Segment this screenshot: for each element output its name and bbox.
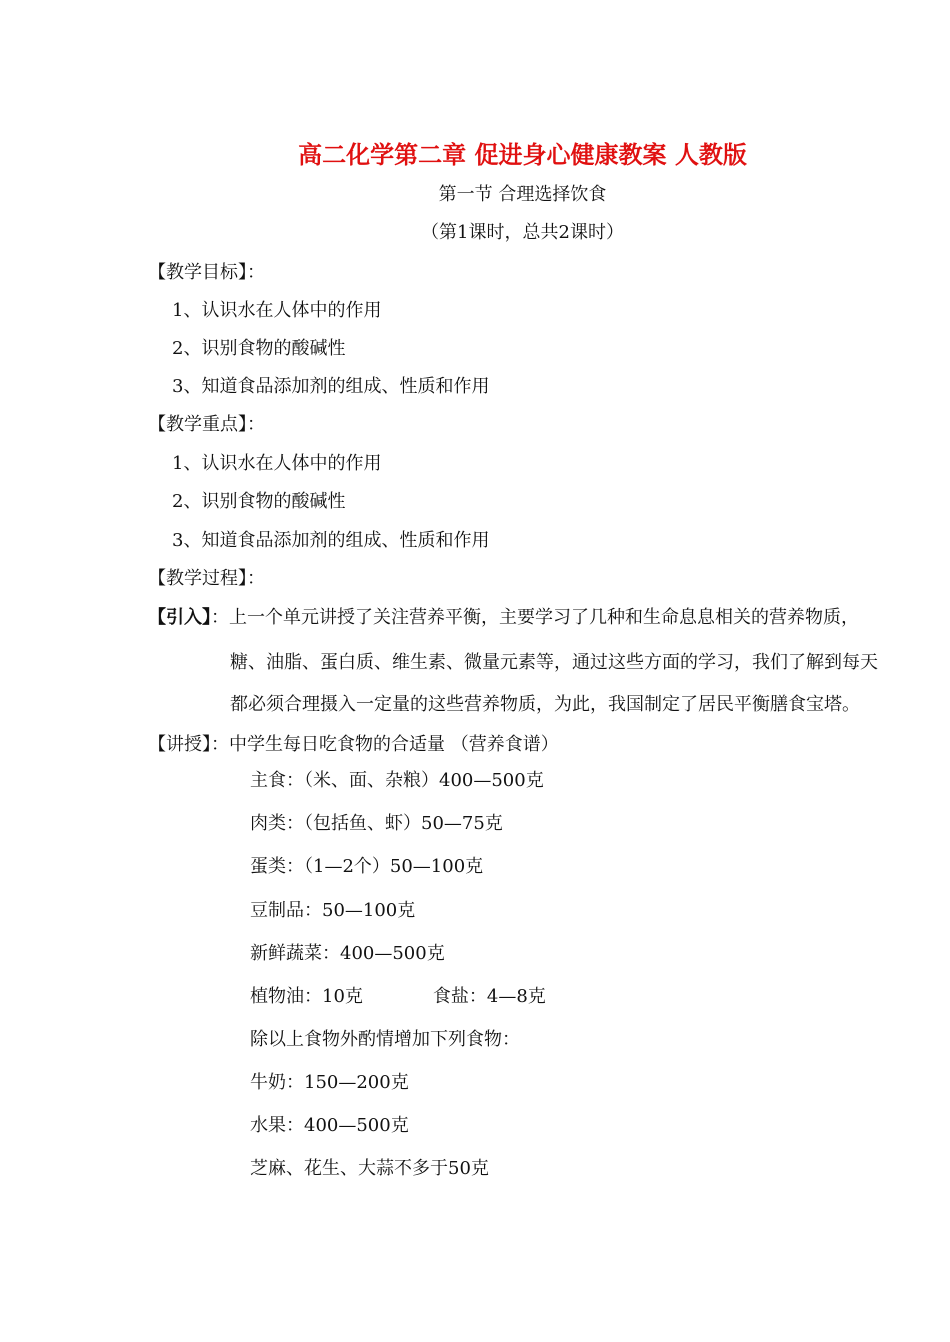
food-item: 肉类：（包括鱼、虾）50—75克 <box>250 813 503 834</box>
key-points-heading: 【教学重点】： <box>148 414 265 435</box>
oil-item: 植物油：10克 <box>250 986 363 1007</box>
process-heading: 【教学过程】： <box>148 568 265 589</box>
lecture-label: 【讲授】 <box>148 734 211 755</box>
section-subtitle: 第一节 合理选择饮食 <box>438 184 607 205</box>
food-item: 蛋类：（1—2个）50—100克 <box>250 856 484 877</box>
extra-item: 芝麻、花生、大蒜不多于50克 <box>250 1158 489 1179</box>
extra-heading: 除以上食物外酌情增加下列食物： <box>250 1029 520 1050</box>
key-point-item: 3、知道食品添加剂的组成、性质和作用 <box>172 530 490 551</box>
key-point-item: 1、认识水在人体中的作用 <box>172 453 382 474</box>
lecture-line <box>148 732 559 758</box>
food-item: 新鲜蔬菜：400—500克 <box>250 943 445 964</box>
extra-item: 牛奶：150—200克 <box>250 1072 409 1093</box>
key-point-item: 2、识别食物的酸碱性 <box>172 491 346 512</box>
objective-item: 3、知道食品添加剂的组成、性质和作用 <box>172 376 490 397</box>
food-item: 豆制品：50—100克 <box>250 900 416 921</box>
intro-label: 【引入】 <box>148 607 211 628</box>
extra-item: 水果：400—500克 <box>250 1115 409 1136</box>
objective-item: 1、认识水在人体中的作用 <box>172 300 382 321</box>
lesson-info: （第1课时，总共2课时） <box>421 222 624 243</box>
document-title: 高二化学第二章 促进身心健康教案 人教版 <box>298 141 747 169</box>
oil-salt-line <box>250 984 546 1010</box>
intro-line: 都必须合理摄入一定量的这些营养物质，为此，我国制定了居民平衡膳食宝塔。 <box>230 694 860 715</box>
intro-paragraph <box>148 605 859 631</box>
objectives-heading: 【教学目标】： <box>148 262 265 283</box>
food-item: 主食：（米、面、杂粮）400—500克 <box>250 770 544 791</box>
objective-item: 2、识别食物的酸碱性 <box>172 338 346 359</box>
intro-line: ：上一个单元讲授了关注营养平衡，主要学习了几种和生命息息相关的营养物质， <box>211 607 859 628</box>
intro-line: 糖、油脂、蛋白质、维生素、微量元素等，通过这些方面的学习，我们了解到每天 <box>230 652 878 673</box>
salt-item: 食盐：4—8克 <box>432 986 546 1007</box>
lecture-text: ：中学生每日吃食物的合适量 （营养食谱） <box>211 734 559 755</box>
